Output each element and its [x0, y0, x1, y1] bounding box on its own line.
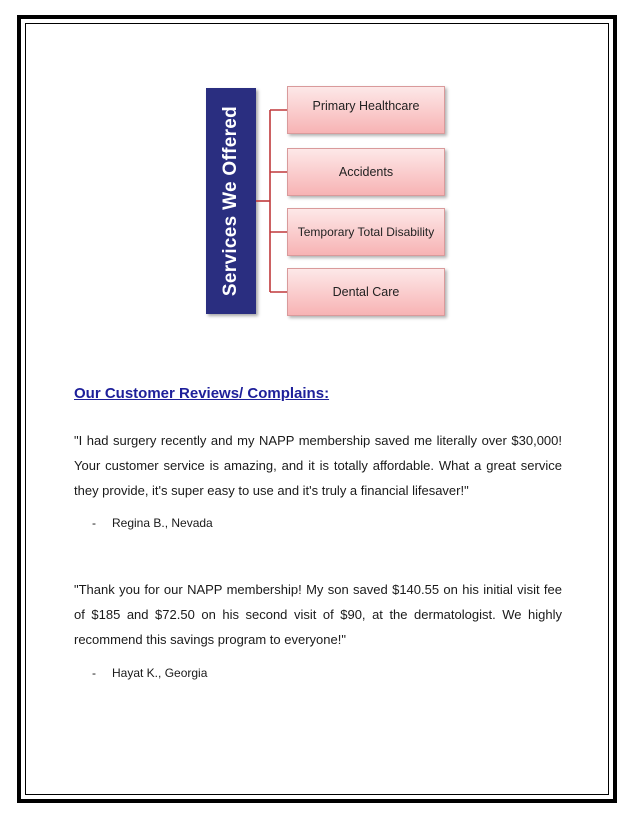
review-author [92, 516, 213, 530]
service-item-label: Temporary Total Disability [297, 225, 435, 239]
review-quote: "I had surgery recently and my NAPP membership saved me literally over $30,000! Your customer service is amazing, and it is totally affordable. What a great service they provide, it's super easy to use and it's truly a financial lifesaver!" [74, 433, 562, 498]
service-item-temporary-total-disability [287, 208, 445, 256]
author-name: Hayat K., Georgia [112, 666, 208, 680]
service-item-label: Accidents [338, 165, 394, 179]
author-name: Regina B., Nevada [112, 516, 213, 530]
author-dash: - [92, 516, 96, 530]
reviews-heading: Our Customer Reviews/ Complains: [74, 385, 330, 402]
review-author [92, 666, 207, 680]
review-quote: "Thank you for our NAPP membership! My son saved $140.55 on his initial visit fee of $185 and $72.50 on his second visit of $90, at the dermatologist. We highly recommend this savings program to everyone!" [74, 582, 562, 647]
services-title: Services We Offered [220, 105, 242, 297]
service-item-accidents [287, 148, 445, 196]
service-item-dental-care [287, 268, 445, 316]
service-item-label: Dental Care [332, 285, 400, 299]
author-dash: - [92, 666, 96, 680]
service-item-label: Primary Healthcare [312, 99, 420, 113]
services-title-box [206, 88, 256, 314]
service-item-primary-healthcare [287, 86, 445, 134]
